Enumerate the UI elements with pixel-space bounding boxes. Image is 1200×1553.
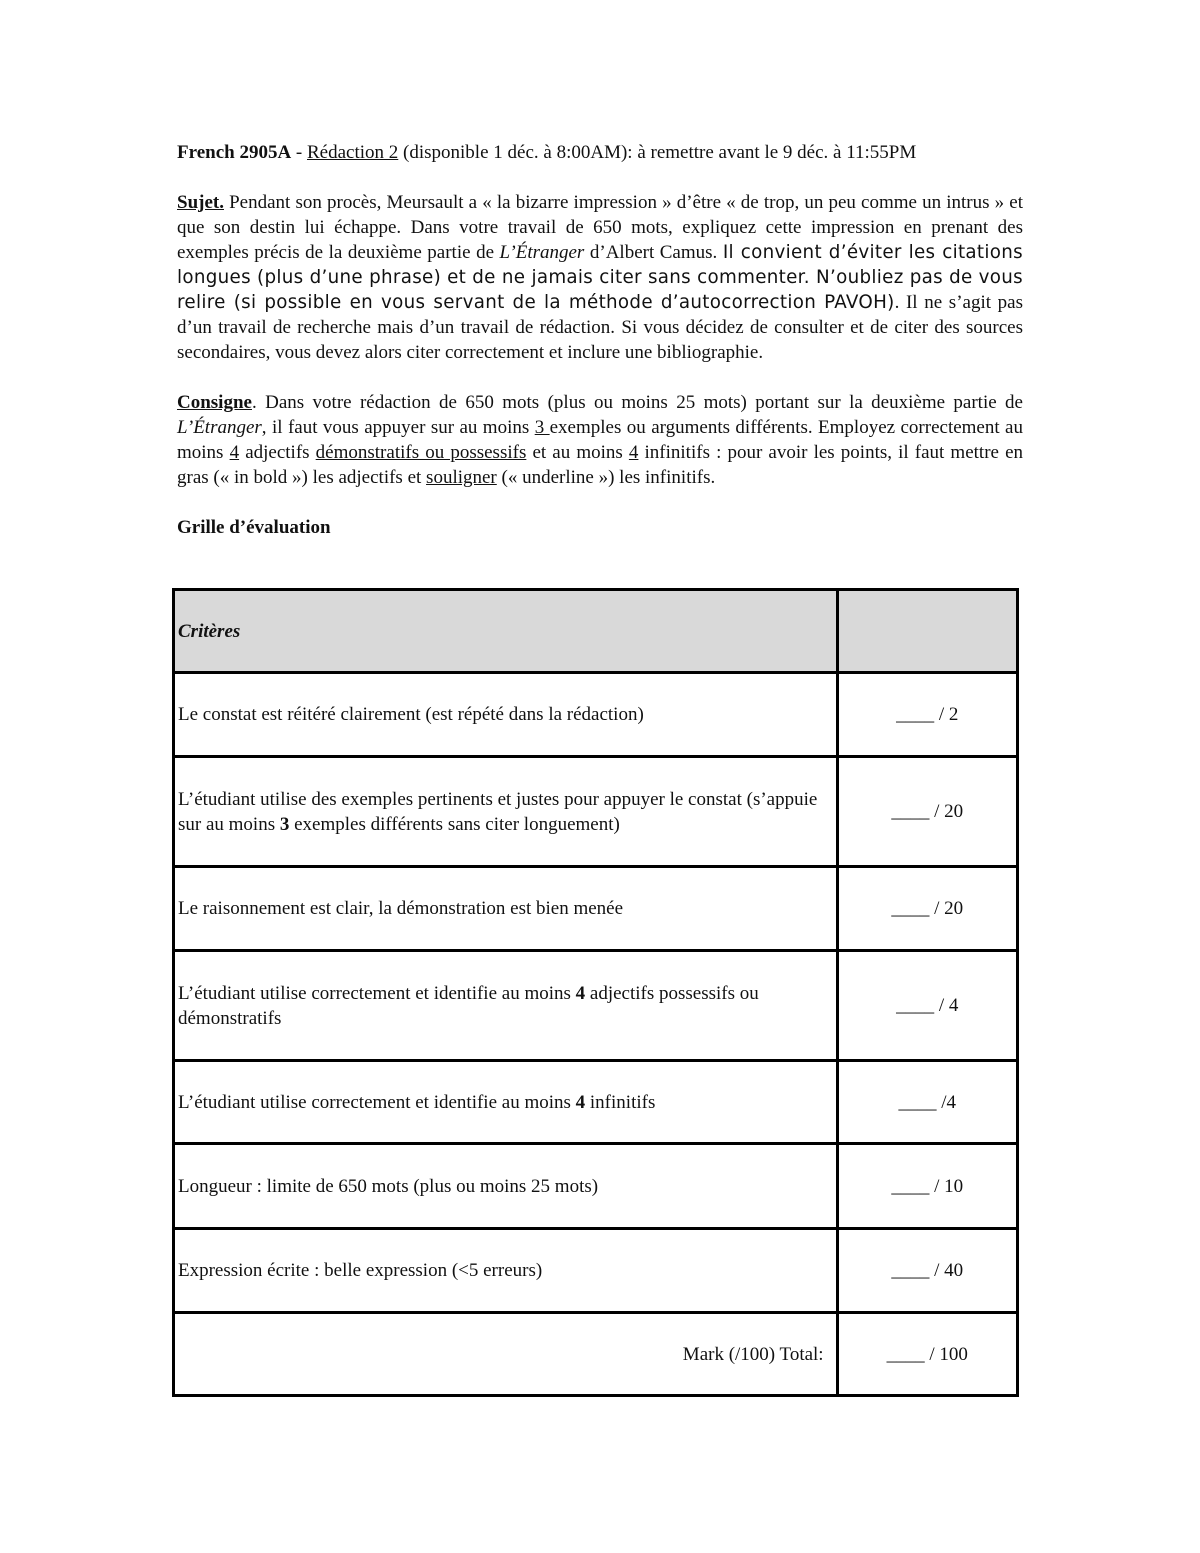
criterion-text: Expression écrite : belle expression (<5 erreurs) [174,1229,838,1313]
grid-header-row [174,590,1018,673]
criteria-header: Critères [174,590,838,673]
book-title: L’Étranger [177,417,262,438]
table-row [174,951,1018,1061]
sujet-label: Sujet. [177,192,224,213]
score-blank: ____ / 4 [837,951,1017,1061]
score-blank: ____ / 10 [837,1144,1017,1229]
assignment-dates: (disponible 1 déc. à 8:00AM): à remettre avant le 9 déc. à 11:55PM [398,142,917,163]
assignment-header: French 2905A - Rédaction 2 (disponible 1 déc. à 8:00AM): à remettre avant le 9 déc. à 11:55PM [177,142,917,163]
course-code: French 2905A [177,142,292,163]
score-blank: ____ / 20 [837,867,1017,951]
total-label: Mark (/100) Total: [174,1313,838,1396]
score-blank: ____ /4 [837,1061,1017,1144]
evaluation-grid [172,588,1019,1397]
citation-advice: Il convient d’éviter les citations longues (plus d’une phrase) et de ne jamais citer sans commenter. N’oubliez pas de vous relire (si possible en vous servant de la méthode d’autocorrection PAVOH) [177,242,1023,313]
score-header [837,590,1017,673]
table-row [174,757,1018,867]
table-row [174,1144,1018,1229]
score-blank: ____ / 2 [837,673,1017,757]
score-blank: ____ / 40 [837,1229,1017,1313]
table-row [174,1229,1018,1313]
criterion-text: L’étudiant utilise correctement et identifie au moins 4 adjectifs possessifs ou démonstratifs [174,951,838,1061]
table-row [174,673,1018,757]
consigne-label: Consigne [177,392,252,413]
consigne-paragraph: Consigne. Dans votre rédaction de 650 mots (plus ou moins 25 mots) portant sur la deuxième partie de L’Étranger, il faut vous appuyer sur au moins 3 exemples ou arguments différents. Employez correctement au moins 4 adjectifs démonstratifs ou possessifs et au moins 4 infinitifs : pour avoir les points, il faut mettre en gras (« in bold ») les adjectifs et souligner (« underline ») les infinitifs. [177,392,1024,488]
criterion-text: Longueur : limite de 650 mots (plus ou moins 25 mots) [174,1144,838,1229]
total-row [174,1313,1018,1396]
sujet-paragraph: Sujet. Pendant son procès, Meursault a « la bizarre impression » d’être « de trop, un peu comme un intrus » et que son destin lui échappe. Dans votre travail de 650 mots, expliquez cette impression en prenant des exemples précis de la deuxième partie de L’Étranger d’Albert Camus. Il convient d’éviter les citations longues (plus d’une phrase) et de ne jamais citer sans commenter. N’oubliez pas de vous relire (si possible en vous servant de la méthode d’autocorrection PAVOH). Il ne s’agit pas d’un travail de recherche mais d’un travail de rédaction. Si vous décidez de consulter et de citer des sources secondaires, vous devez alors citer correctement et inclure une bibliographie. [177,192,1024,363]
table-row [174,1061,1018,1144]
criterion-text: L’étudiant utilise des exemples pertinents et justes pour appuyer le constat (s’appuie sur au moins 3 exemples différents sans citer longuement) [174,757,838,867]
criterion-text: Le constat est réitéré clairement (est répété dans la rédaction) [174,673,838,757]
table-row [174,867,1018,951]
score-blank: ____ / 20 [837,757,1017,867]
document-body [177,140,1023,540]
book-title: L’Étranger [499,242,585,263]
criterion-text: L’étudiant utilise correctement et identifie au moins 4 infinitifs [174,1061,838,1144]
criterion-text: Le raisonnement est clair, la démonstration est bien menée [174,867,838,951]
grille-heading: Grille d’évaluation [177,517,331,538]
total-score: ____ / 100 [837,1313,1017,1396]
assignment-title: Rédaction 2 [307,142,399,163]
